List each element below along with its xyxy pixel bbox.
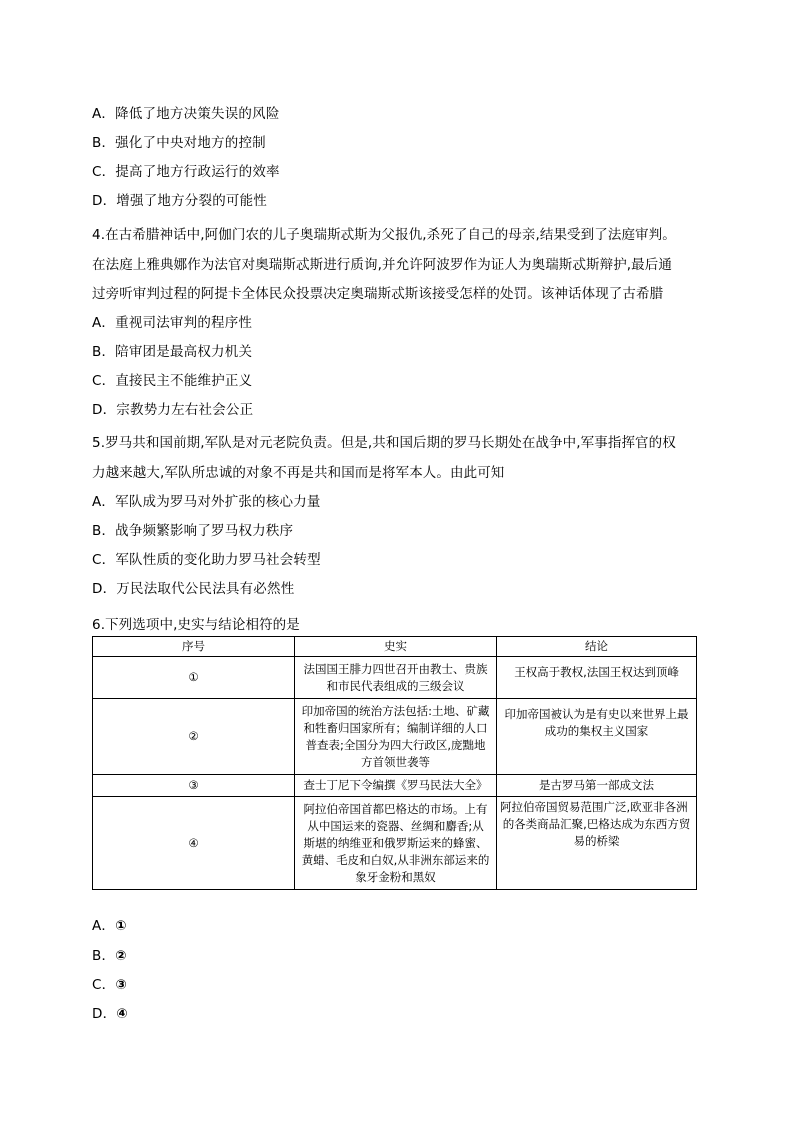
fact-line: 黄蜡、毛皮和白奴,从非洲东部运来的 [301, 852, 490, 867]
row-number: ③ [93, 775, 295, 797]
conclusion-line: 是古罗马第一部成文法 [539, 778, 655, 792]
conclusion-line: 易的桥梁 [573, 834, 620, 848]
fact-line: 方首领世袭等 [361, 754, 431, 769]
row-fact [295, 699, 497, 775]
fact-line: 法国国王腓力四世召开由教士、贵族 [303, 661, 488, 676]
fact-line: 从中国运来的瓷器、丝绸和麝香;从 [307, 818, 484, 833]
row-conclusion [497, 775, 697, 797]
row-conclusion [497, 657, 697, 699]
fact-line: 和牲畜归国家所有；编制详细的人口 [303, 720, 488, 735]
q4-stem-line-3: 过旁听审判过程的阿提卡全体民众投票决定奥瑞斯忒斯该接受怎样的处罚。该神话体现了古希腊 [92, 286, 664, 302]
fact-line: 普查表;全国分为四大行政区,庞黜地 [305, 737, 486, 752]
row-number: ④ [93, 797, 295, 890]
option-mark: ④ [116, 1006, 128, 1022]
fact-line: 查士丁尼下令编撰《罗马民法大全》 [303, 778, 488, 792]
table-row [93, 775, 697, 797]
q5-option-d: D．万民法取代公民法具有必然性 [92, 581, 295, 597]
q4-stem-line-1: 4.在古希腊神话中,阿伽门农的儿子奥瑞斯忒斯为父报仇,杀死了自己的母亲,结果受到了法庭审判。 [92, 227, 676, 243]
q5-option-c: C．军队性质的变化助力罗马社会转型 [92, 552, 321, 568]
fact-line: 印加帝国的统治方法包括:土地、矿藏 [301, 703, 490, 718]
q6-table [92, 636, 697, 890]
q4-option-c: C．直接民主不能维护正义 [92, 373, 253, 389]
q4-stem-line-2: 在法庭上雅典娜作为法官对奥瑞斯忒斯进行质询,并允许阿波罗作为证人为奥瑞斯忒斯辩护,最后通 [92, 257, 672, 273]
q4-option-a: A．重视司法审判的程序性 [92, 315, 253, 331]
row-conclusion [497, 797, 697, 890]
q4-option-b: B．陪审团是最高权力机关 [92, 344, 253, 360]
table-row [93, 657, 697, 699]
q3-option-a: A．降低了地方决策失误的风险 [92, 106, 280, 122]
row-conclusion [497, 699, 697, 775]
option-letter: B． [92, 948, 116, 964]
option-letter: D． [92, 1006, 117, 1022]
q5-option-a: A．军队成为罗马对外扩张的核心力量 [92, 494, 321, 510]
row-fact [295, 775, 497, 797]
row-number: ② [93, 699, 295, 775]
conclusion-line: 印加帝国被认为是有史以来世界上最 [504, 707, 689, 721]
fact-line: 阿拉伯帝国首都巴格达的市场。上有 [303, 801, 488, 816]
row-fact [295, 657, 497, 699]
table-row [93, 797, 697, 890]
conclusion-line: 王权高于教权,法国王权达到顶峰 [514, 665, 679, 679]
header-fact: 史实 [295, 637, 497, 657]
q3-option-c: C．提高了地方行政运行的效率 [92, 164, 280, 180]
row-number: ① [93, 657, 295, 699]
fact-line: 和市民代表组成的三级会议 [326, 678, 465, 693]
q5-stem-line-1: 5.罗马共和国前期,军队是对元老院负责。但是,共和国后期的罗马长期处在战争中,军事指挥官的权 [92, 435, 676, 451]
row-fact [295, 797, 497, 890]
option-letter: C． [92, 977, 116, 993]
table-row [93, 699, 697, 775]
conclusion-line: 的各类商品汇聚,巴格达成为东西方贸 [502, 817, 691, 831]
q3-option-d: D．增强了地方分裂的可能性 [92, 193, 267, 209]
q6-option-a [92, 916, 127, 936]
header-conclusion: 结论 [497, 637, 697, 657]
header-number: 序号 [93, 637, 295, 657]
q5-stem-line-2: 力越来越大,军队所忠诚的对象不再是共和国而是将军本人。由此可知 [92, 465, 505, 481]
conclusion-line: 成功的集权主义国家 [544, 724, 649, 738]
table-header-row [93, 637, 697, 657]
q6-option-c [92, 975, 127, 995]
conclusion-line: 阿拉伯帝国贸易范围广泛,欧亚非各洲 [500, 800, 688, 814]
fact-line: 象牙金粉和黑奴 [355, 869, 436, 884]
q6-option-d [92, 1004, 128, 1024]
q5-option-b: B．战争频繁影响了罗马权力秩序 [92, 523, 294, 539]
q6-stem: 6.下列选项中,史实与结论相符的是 [92, 617, 300, 633]
q4-option-d: D．宗教势力左右社会公正 [92, 402, 254, 418]
option-mark: ① [115, 918, 127, 934]
option-letter: A． [92, 918, 116, 934]
option-mark: ③ [115, 977, 127, 993]
q6-option-b [92, 946, 127, 966]
option-mark: ② [115, 948, 127, 964]
q3-option-b: B．强化了中央对地方的控制 [92, 135, 266, 151]
fact-line: 斯堪的纳维亚和俄罗斯运来的蜂蜜、 [303, 835, 488, 850]
